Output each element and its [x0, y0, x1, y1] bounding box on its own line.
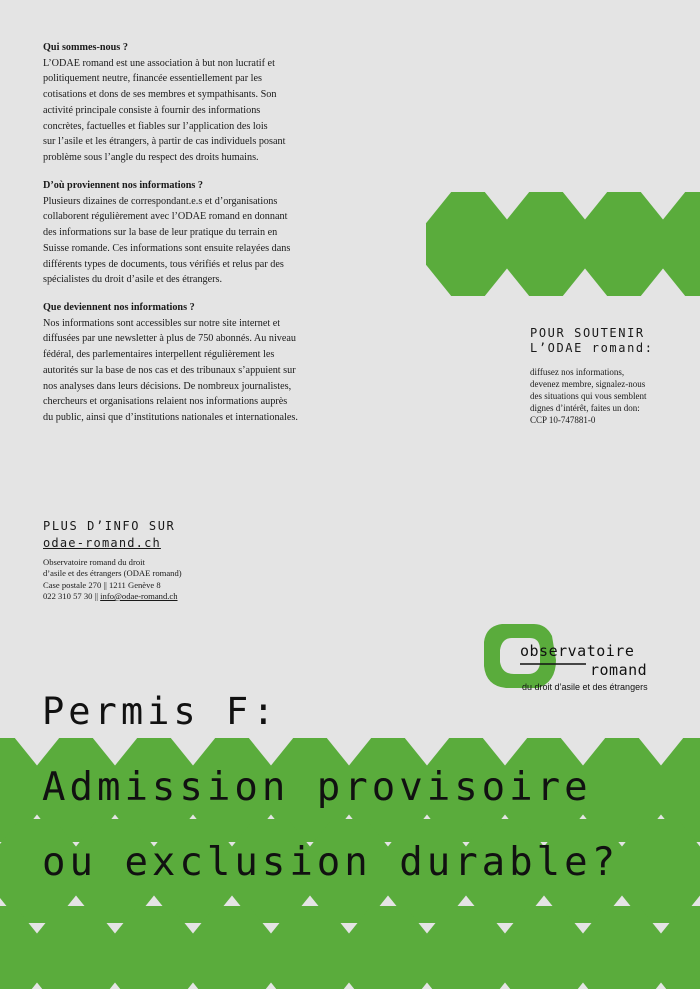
title-line-3: ou exclusion durable? — [42, 840, 620, 885]
section-line: diffusées par une newsletter à plus de 750 abonnés. Au niveau — [43, 333, 297, 345]
section-line: différents types de documents, tous vérifiés et relus par des — [43, 258, 284, 270]
logo-word-romand: romand — [590, 661, 648, 679]
section-heading: D’où proviennent nos informations ? — [43, 180, 204, 191]
section-line: des informations sur la base de leur pratique du terrain en — [43, 227, 278, 239]
section-line: spécialistes du droit d’asile et des étrangers. — [43, 274, 223, 286]
section-heading: Que deviennent nos informations ? — [43, 302, 195, 313]
support-box — [530, 326, 700, 426]
section-line: politiquement neutre, financée essentiellement par les — [43, 73, 262, 85]
green-hexagon — [582, 192, 666, 296]
support-text: diffusez nos informations, devenez membre, signalez-nous des situations qui vous semblent dignes d’intérêt, faites un don: CCP 10-747881-0 — [530, 367, 647, 425]
section-line: Nos informations sont accessibles sur notre site internet et — [43, 317, 281, 329]
more-info-box — [43, 519, 303, 602]
email-link[interactable]: info@odae-romand.ch — [100, 590, 178, 601]
title-line-2: Admission provisoire — [42, 765, 592, 810]
green-hexagon — [504, 192, 588, 296]
section-who-we-are — [43, 40, 343, 166]
section-line: nos analyses dans leurs décisions. De nombreux journalistes, — [43, 380, 292, 392]
section-line: Plusieurs dizaines de correspondant.e.s et d’organisations — [43, 195, 278, 207]
section-line: autorités sur la base de nos cas et des tribunaux s’appuient sur — [43, 364, 296, 376]
section-line: problème sous l’angle du respect des droits humains. — [43, 151, 259, 163]
logo-word-observatoire: observatoire — [520, 642, 635, 660]
contact-line — [43, 591, 303, 602]
section-line: du public, ainsi que d’institutions nationales et internationales. — [43, 411, 298, 423]
section-information-use — [43, 300, 343, 426]
logo-tagline: du droit d’asile et des étrangers — [522, 682, 648, 692]
green-hexagon — [660, 192, 700, 296]
website-link[interactable]: odae-romand.ch — [43, 536, 161, 550]
section-line: activité principale consiste à fournir des informations — [43, 104, 261, 116]
more-info-heading: PLUS D’INFO SUR — [43, 519, 176, 533]
section-line: sur l’asile et les étrangers, à partir de cas individuels posant — [43, 136, 286, 148]
green-hexagon — [426, 192, 510, 296]
section-line: cotisations et dons de ses membres et sympathisants. Son — [43, 89, 277, 101]
section-line: L’ODAE romand est une association à but non lucratif et — [43, 57, 275, 69]
section-heading: Qui sommes-nous ? — [43, 42, 128, 53]
contact-address: Observatoire romand du droit d’asile et des étrangers (ODAE romand) Case postale 270 || 1211 Genève 8 — [43, 557, 182, 590]
phone-number: 022 310 57 30 || — [43, 590, 101, 601]
section-line: Suisse romande. Ces informations sont ensuite relayées dans — [43, 242, 291, 254]
support-heading-line: L’ODAE romand: — [530, 341, 654, 355]
odae-logo — [482, 620, 682, 700]
section-line: collaborent régulièrement avec l’ODAE romand en donnant — [43, 211, 288, 223]
section-information-sources — [43, 178, 343, 288]
support-heading-line: POUR SOUTENIR — [530, 326, 645, 340]
section-line: fédéral, des parlementaires interpellent régulièrement les — [43, 349, 275, 361]
support-heading — [530, 326, 700, 356]
section-line: concrètes, factuelles et fiables sur l’application des lois — [43, 120, 268, 132]
section-line: chercheurs et organisations relaient nos informations auprès — [43, 396, 288, 408]
title-line-1: Permis F: — [42, 690, 279, 733]
